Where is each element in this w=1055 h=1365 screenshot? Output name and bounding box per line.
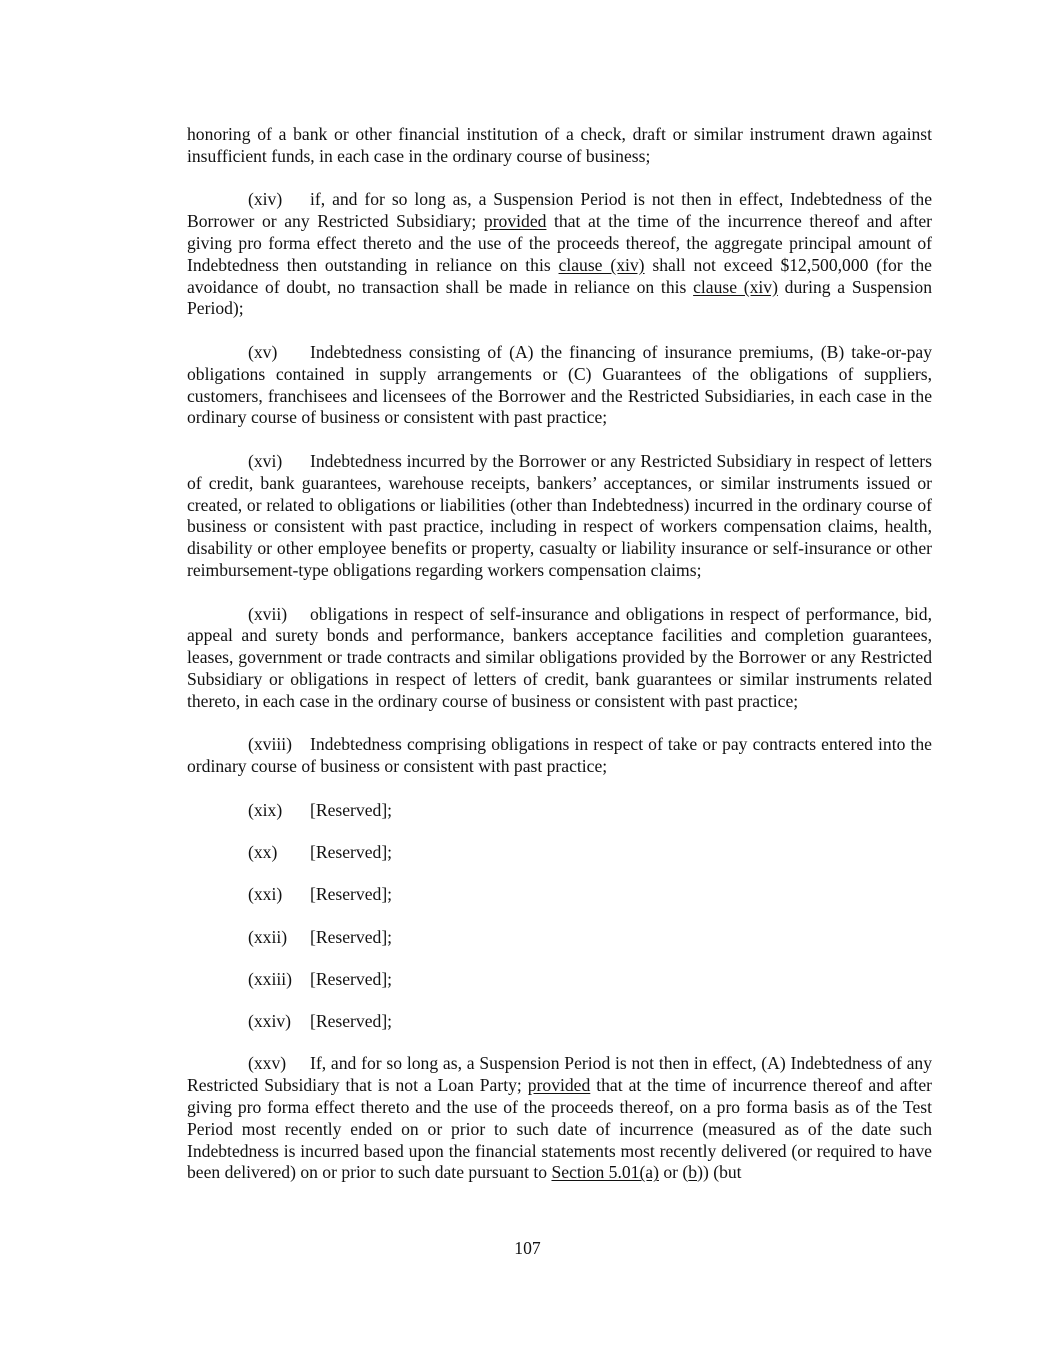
clause-number: (xxi) xyxy=(248,884,283,905)
clause-text: Indebtedness incurred by the Borrower or any Restricted Subsidiary in respect of letters of credit, bank guarantees, warehouse receipts, bankers’ acceptances, or similar instruments issued or created, or related to obligations or liabilities (other than Indebtedness) incurred in the ordinary course of business or consistent with past practice, including in respect of workers compensation claims, health, disability or other employee benefits or property, casualty or liability insurance or self-insurance or other reimbursement-type obligations regarding workers compensation claims; xyxy=(187,450,932,580)
cross-reference: b xyxy=(688,1162,698,1183)
clause-number: (xvii) xyxy=(248,603,288,624)
clause-text: during a Suspension Period); xyxy=(187,276,932,319)
clause-text: [Reserved]; xyxy=(310,799,393,820)
clause-text: shall not exceed $12,500,000 (for the avoidance of doubt, no transaction shall be made in reliance on this xyxy=(187,254,932,297)
cross-reference: Section 5.01(a) xyxy=(551,1162,659,1183)
clause-text: that at the time of the incurrence thereof and after giving pro forma effect thereto and the use of the proceeds thereof, the aggregate principal amount of Indebtedness then outstanding in reliance on this xyxy=(187,211,933,275)
clause-text: that at the time of incurrence thereof and after giving pro forma effect thereto and the use of the proceeds thereof, on a pro forma basis as of the Test Period most recently ended on or prior to such date of incurrence (measured as of the date such Indebtedness is incurred based upon the financial statements most recently delivered (or required to have been delivered) on or prior to such date pursuant to xyxy=(187,1075,932,1183)
clause-xvi xyxy=(187,451,932,582)
clause-text: Indebtedness comprising obligations in respect of take or pay contracts entered into the ordinary course of business or consistent with past practice; xyxy=(187,734,932,777)
clause-text: [Reserved]; xyxy=(310,1011,393,1032)
clause-xiv xyxy=(187,189,932,320)
paragraph-intro xyxy=(187,124,932,168)
clause-number: (xxii) xyxy=(248,926,288,947)
clause-number: (xiv) xyxy=(248,189,283,210)
clause-number: (xvi) xyxy=(248,450,283,471)
clause-xxiii xyxy=(187,969,932,991)
clause-number: (xv) xyxy=(248,341,278,362)
clause-xviii xyxy=(187,734,932,778)
page-number: 107 xyxy=(514,1238,541,1258)
defined-term-provided: provided xyxy=(483,211,547,232)
clause-number: (xx) xyxy=(248,842,278,862)
cross-reference: clause (xiv) xyxy=(558,254,645,275)
clause-text: [Reserved]; xyxy=(310,842,393,862)
document-page xyxy=(187,124,932,1206)
clause-text: [Reserved]; xyxy=(310,926,393,947)
clause-text: [Reserved]; xyxy=(310,968,393,989)
clause-xvii xyxy=(187,604,932,713)
clause-text: If, and for so long as, a Suspension Period is not then in effect, (A) Indebtedness of any Restricted Subsidiary that is not a Loan Party; xyxy=(187,1053,932,1096)
defined-term-provided: provided xyxy=(527,1075,591,1096)
clause-xix xyxy=(187,800,932,822)
clause-xxi xyxy=(187,884,932,906)
clause-text: or ( xyxy=(658,1162,689,1183)
clause-text: if, and for so long as, a Suspension Period is not then in effect, Indebtedness of the Borrower or any Restricted Subsidiary; xyxy=(187,189,932,232)
clause-xxii xyxy=(187,927,932,949)
clause-text: [Reserved]; xyxy=(310,884,393,905)
clause-text: )) (but xyxy=(697,1162,742,1183)
paragraph-intro-text: honoring of a bank or other financial institution of a check, draft or similar instrument drawn against insufficient funds, in each case in the ordinary course of business; xyxy=(187,124,932,166)
clause-number: (xxv) xyxy=(248,1053,287,1074)
clause-number: (xviii) xyxy=(248,734,292,755)
cross-reference: clause (xiv) xyxy=(693,276,778,297)
clause-number: (xxiv) xyxy=(248,1011,291,1032)
clause-xx xyxy=(187,842,932,864)
clause-number: (xix) xyxy=(248,799,283,820)
clause-number: (xxiii) xyxy=(248,968,292,989)
clause-text: obligations in respect of self-insurance and obligations in respect of performance, bid, appeal and surety bonds and performance, bankers acceptance facilities and completion guarantees, leases, government or trade contracts and similar obligations provided by the Borrower or any Restricted Subsidiary or obligations in respect of letters of credit, bank guarantees or similar instruments related thereto, in each case in the ordinary course of business or consistent with past practice; xyxy=(187,603,932,711)
clause-text: Indebtedness consisting of (A) the financing of insurance premiums, (B) take-or-pay obligations contained in supply arrangements or (C) Guarantees of the obligations of suppliers, customers, franchisees and licensees of the Borrower and the Restricted Subsidiaries, in each case in the ordinary course of business or consistent with past practice; xyxy=(187,341,932,428)
clause-xxiv xyxy=(187,1011,932,1033)
clause-xxv xyxy=(187,1053,932,1184)
clause-xv xyxy=(187,342,932,429)
